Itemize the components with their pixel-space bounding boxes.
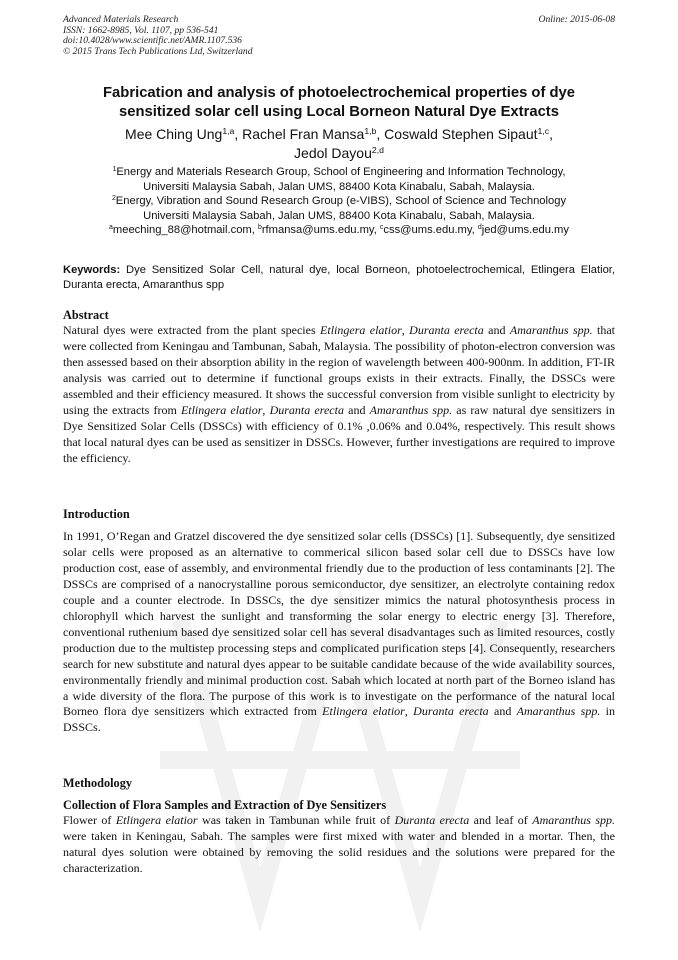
abstract-heading: Abstract <box>63 308 109 322</box>
journal-header <box>63 15 615 57</box>
text-run: , <box>401 323 410 337</box>
species-name: Duranta erecta <box>269 402 344 417</box>
species-name: Amaranthus spp. <box>516 704 601 719</box>
species-name: Duranta erecta <box>413 704 489 719</box>
author-superscript: 1,b <box>364 126 377 137</box>
text-run: and <box>343 402 370 417</box>
species-name: Amaranthus spp. <box>532 813 615 827</box>
keywords-text: Dye Sensitized Solar Cell, natural dye, local Borneon, photoelectrochemical, Etlingera Elatior, Duranta erecta, Amaranthus spp <box>63 264 616 291</box>
introduction-body <box>63 529 615 736</box>
title-line-1: Fabrication and analysis of photoelectrochemical properties of dye <box>103 85 575 101</box>
author-list <box>63 125 615 163</box>
text-run: Flower of <box>63 813 116 827</box>
affiliation-2-line-2: Universiti Malaysia Sabah, Jalan UMS, 88400 Kota Kinabalu, Sabah, Malaysia. <box>143 209 535 222</box>
affiliation-text: Energy, Vibration and Sound Research Group (e-VIBS), School of Science and Technology <box>115 195 567 208</box>
text-run: and <box>488 704 517 719</box>
affiliation-1-line-1 <box>63 165 615 180</box>
paper-title <box>63 84 615 122</box>
issn-line: ISSN: 1662-8985, Vol. 1107, pp 536-541 <box>63 24 219 36</box>
author-line-2 <box>63 144 615 163</box>
text-run: were taken in Keningau, Sabah. The samples were first mixed with water and blended in a mortar. Then, the natural dyes solution were obtained by removing the solid residues and the solutions were prepared for the characterization. <box>63 828 615 875</box>
author-superscript: 1,a <box>222 126 235 137</box>
species-name: Etlingera elatior <box>180 402 263 417</box>
text-run: Natural dyes were extracted from the plant species <box>63 323 321 337</box>
title-line-2: sensitized solar cell using Local Borneon Natural Dye Extracts <box>119 104 559 120</box>
species-name: Duranta erecta <box>409 323 484 337</box>
email-superscript: c <box>379 224 384 232</box>
text-run: as raw natural dye sensitizers in Dye Sensitized Solar Cells (DSSCs) with efficiency of 0.1% ,0.06% and 0.04%, respectively. This result shows that local natural dyes can be used as sensitizer in DSSCs. However, further investigations are required to improve the efficiency. <box>63 402 615 465</box>
affiliation-superscript: 1 <box>112 166 117 174</box>
email-link[interactable]: meeching_88@hotmail.com, <box>112 224 255 237</box>
methodology-heading: Methodology <box>63 776 132 790</box>
text-run: that were collected from Keningau and Tambunan, Sabah, Malaysia. The possibility of photon-electron conversion was then assessed based on their absorption ability in the region of wavelength between 400-900nm. In addition, FT-IR analysis was carried out to determine if functional groups exists in their extracts. Finally, the DSSCs were assembled and their efficiency measured. It shows the successful conversion from visible sunlight to electricity by using the extracts from <box>63 323 616 417</box>
email-line <box>63 223 615 238</box>
species-name: Etlingera elatior <box>322 704 405 719</box>
author-name: Coswald Stephen Sipaut <box>384 126 538 142</box>
author-line-1: Mee Ching Ung$^{1,a}$, Rachel Fran Mansa$^{1,b}$, Coswald Stephen Sipaut$^{1,c}$, <box>125 126 553 142</box>
email-superscript: d <box>477 224 482 232</box>
author-superscript: 1,c <box>537 126 550 137</box>
email-link[interactable]: jed@ums.edu.my <box>481 224 569 237</box>
email-link[interactable]: css@ums.edu.my, <box>383 224 475 237</box>
text-run: in DSSCs. <box>63 704 616 735</box>
copyright-line: © 2015 Trans Tech Publications Ltd, Switzerland <box>63 45 253 57</box>
species-name: Amaranthus spp. <box>369 402 453 417</box>
email-link[interactable]: rfmansa@ums.edu.my, <box>261 224 377 237</box>
methodology-body <box>63 813 615 877</box>
text-run: and <box>483 323 510 337</box>
affiliation-superscript: 2 <box>111 195 116 203</box>
methodology-subheading: Collection of Flora Samples and Extraction of Dye Sensitizers <box>63 798 387 812</box>
keywords <box>63 263 615 292</box>
author-name: Rachel Fran Mansa <box>242 126 365 142</box>
species-name: Etlingera elatior <box>115 813 198 827</box>
email-superscript: b <box>257 224 262 232</box>
introduction-heading: Introduction <box>63 507 130 521</box>
text-run: was taken in Tambunan while fruit of <box>197 813 395 827</box>
text-run: , <box>404 704 414 719</box>
keywords-label: Keywords: <box>63 264 121 276</box>
online-date: Online: 2015-06-08 <box>538 14 615 25</box>
text-run: In 1991, O’Regan and Gratzel discovered the dye sensitized solar cells (DSSCs) [1]. Subsequently, dye sensitized solar cells were proposed as an alternative to commerical silicon based solar cell due to DSSCs have low production cost, ease of assembly, and environmental friendly due to the production of less contaminants [2]. The DSSCs are comprised of a nanocrystalline porous semiconductor, dye sensitizer, an electrolyte containing redox couple and a counter electrode. In DSSCs, the dye sensitizer mimics the natural photosynthesis process in chlorophyll which harvest the sunlight and transforming the solar energy to electric energy [3]. Therefore, conventional ruthenium based dye sensitized solar cell has several disadvantages such as limited resources, costly production due to the multistep processing steps and complicated purification steps [4]. Consequently, researchers search for new substitute and natural dyes appear to be suitable candidate because of the wide availability sources, environmentally friendly and minimal production cost. Sabah which located at north part of the Borneo island has a wide diversity of the flora. The purpose of this work is to investigate on the performance of the natural local Borneo flora dye sensitizers which extracted from <box>63 529 615 719</box>
author-name: Jedol Dayou <box>294 145 372 161</box>
author-superscript: 2,d <box>371 145 384 156</box>
affiliation-1-line-2: Universiti Malaysia Sabah, Jalan UMS, 88400 Kota Kinabalu, Sabah, Malaysia. <box>143 180 535 193</box>
species-name: Duranta erecta <box>394 813 470 827</box>
doi-line: doi:10.4028/www.scientific.net/AMR.1107.536 <box>63 35 242 47</box>
text-run: , <box>262 402 270 417</box>
species-name: Amaranthus spp. <box>509 323 593 337</box>
species-name: Etlingera elatior <box>320 323 402 337</box>
author-name: Mee Ching Ung <box>125 126 223 142</box>
affiliations <box>63 165 615 238</box>
affiliation-text: Energy and Materials Research Group, School of Engineering and Information Technology, <box>116 166 566 178</box>
text-run: and leaf of <box>469 813 533 827</box>
affiliation-2-line-1 <box>63 194 615 209</box>
email-superscript: a <box>109 224 113 232</box>
abstract-body <box>63 323 615 467</box>
journal-name: Advanced Materials Research <box>63 14 179 25</box>
